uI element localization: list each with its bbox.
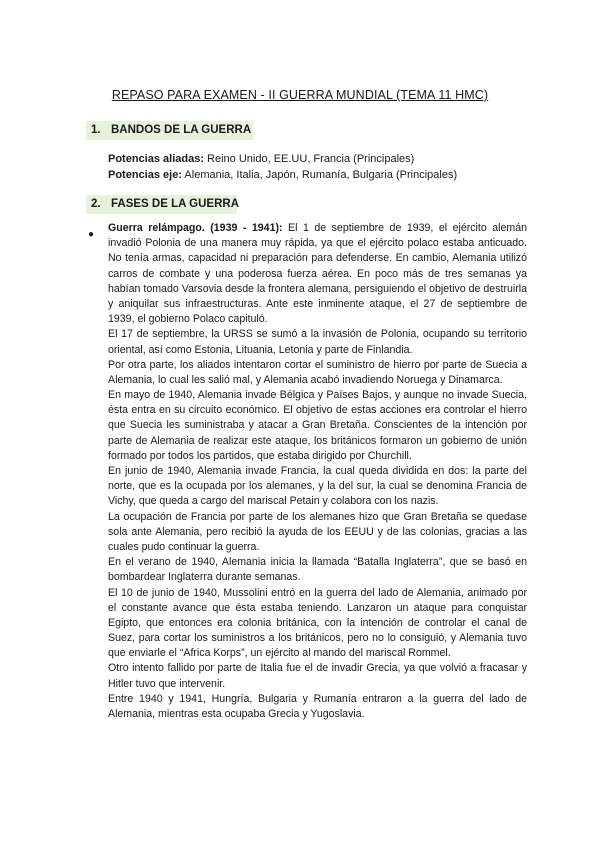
fases-body: [108, 221, 527, 722]
eje-label: Potencias eje:: [108, 168, 182, 181]
section-number: 1.: [91, 124, 101, 136]
section-heading-bandos: [86, 121, 253, 140]
bandos-list: [108, 152, 457, 183]
potencias-aliadas: [108, 152, 457, 168]
aliadas-text: Reino Unido, EE.UU, Francia (Principales): [204, 153, 415, 165]
aliadas-label: Potencias aliadas:: [108, 153, 204, 165]
document-title: REPASO PARA EXAMEN - II GUERRA MUNDIAL (TEMA 11 HMC): [111, 88, 489, 102]
potencias-eje: [108, 168, 457, 184]
lead-label: Guerra relámpago. (1939 - 1941):: [108, 222, 283, 234]
paragraph: Entre 1940 y 1941, Hungría, Bulgaria y Rumanía entraron a la guerra del lado de Alemania, mientras esta ocupaba Grecia y Yugoslavia.: [108, 692, 527, 720]
paragraph: Otro intento fallido por parte de Italia fue el de invadir Grecia, ya que volvió a fracasar y Hitler tuvo que intervenir.: [108, 662, 527, 690]
section-title: FASES DE LA GUERRA: [111, 198, 240, 210]
bullet-icon: ●: [88, 229, 95, 240]
paragraph: En mayo de 1940, Alemania invade Bélgica y Países Bajos, y aunque no invade Suecia, ésta entra en su circuito económico. El objetivo de estas acciones era controlar el hierro que Suecia les suministraba y atacar a Gran Bretaña. Conscientes de la intención por parte de Alemania de realizar este ataque, los británicos formaron un gobierno de unión formado por todos los partidos, que estaba dirigido por Churchill.: [108, 389, 527, 462]
paragraph: El 10 de junio de 1940, Mussolini entró en la guerra del lado de Alemania, animado por el constante avance que ésta estaba teniendo. Lanzaron un ataque para conquistar Egipto, que entonces era colonia británica, con la intención de controlar el canal de Suez, para cortar los suministros a los británicos, pero no lo consiguió, y Alemania tuvo que enviarle el “Africa Korps”, un ejército al mando del mariscal Rommel.: [108, 586, 527, 660]
section-number: 2.: [91, 198, 101, 210]
section-heading-fases: [86, 195, 240, 214]
paragraph: La ocupación de Francia por parte de los alemanes hizo que Gran Bretaña se quedase sola ante Alemania, pero recibió la ayuda de los EEUU y de las colonias, gracias a las cuales pudo continuar la guerra.: [108, 510, 527, 553]
paragraph: Por otra parte, los aliados intentaron cortar el suministro de hierro por parte de Suecia a Alemania, lo cual les salió mal, y Alemania acabó invadiendo Noruega y Dinamarca.: [108, 358, 527, 386]
paragraph: En el verano de 1940, Alemania inicia la llamada “Batalla Inglaterra”, que se basó en bombardear Inglaterra durante semanas.: [108, 556, 527, 584]
paragraph: Guerra relámpago. (1939 - 1941): El 1 de septiembre de 1939, el ejército alemán invadió Polonia de una manera muy rápida, ya que el ejército polaco estaba anticuado. No tenía armas, capacidad ni preparación para defenderse. En cambio, Alemania utilizó carros de combate y una poderosa fuerza aérea. En poco más de tres semanas ya habían tomado Varsovia desde la frontera alemana, persiguiendo el objetivo de destruirla y aniquilar sus infraestructuras. Ante este inminente ataque, el 27 de septiembre de 1939, el gobierno Polaco capituló.: [108, 222, 527, 326]
section-title: BANDOS DE LA GUERRA: [111, 124, 252, 136]
paragraph: El 17 de septiembre, la URSS se sumó a la invasión de Polonia, ocupando su territorio oriental, así como Estonia, Lituania, Letonia y parte de Finlandia.: [108, 328, 527, 356]
paragraph: En junio de 1940, Alemania invade Francia, la cual queda dividida en dos: la parte del norte, que es la ocupada por los alemanes, y la del sur, la cual se denomina Francia de Vichy, que queda a cargo del mariscal Petain y colabora con los nazis.: [108, 465, 527, 508]
eje-text: Alemania, Italia, Japón, Rumanía, Bulgaria (Principales): [181, 168, 458, 181]
